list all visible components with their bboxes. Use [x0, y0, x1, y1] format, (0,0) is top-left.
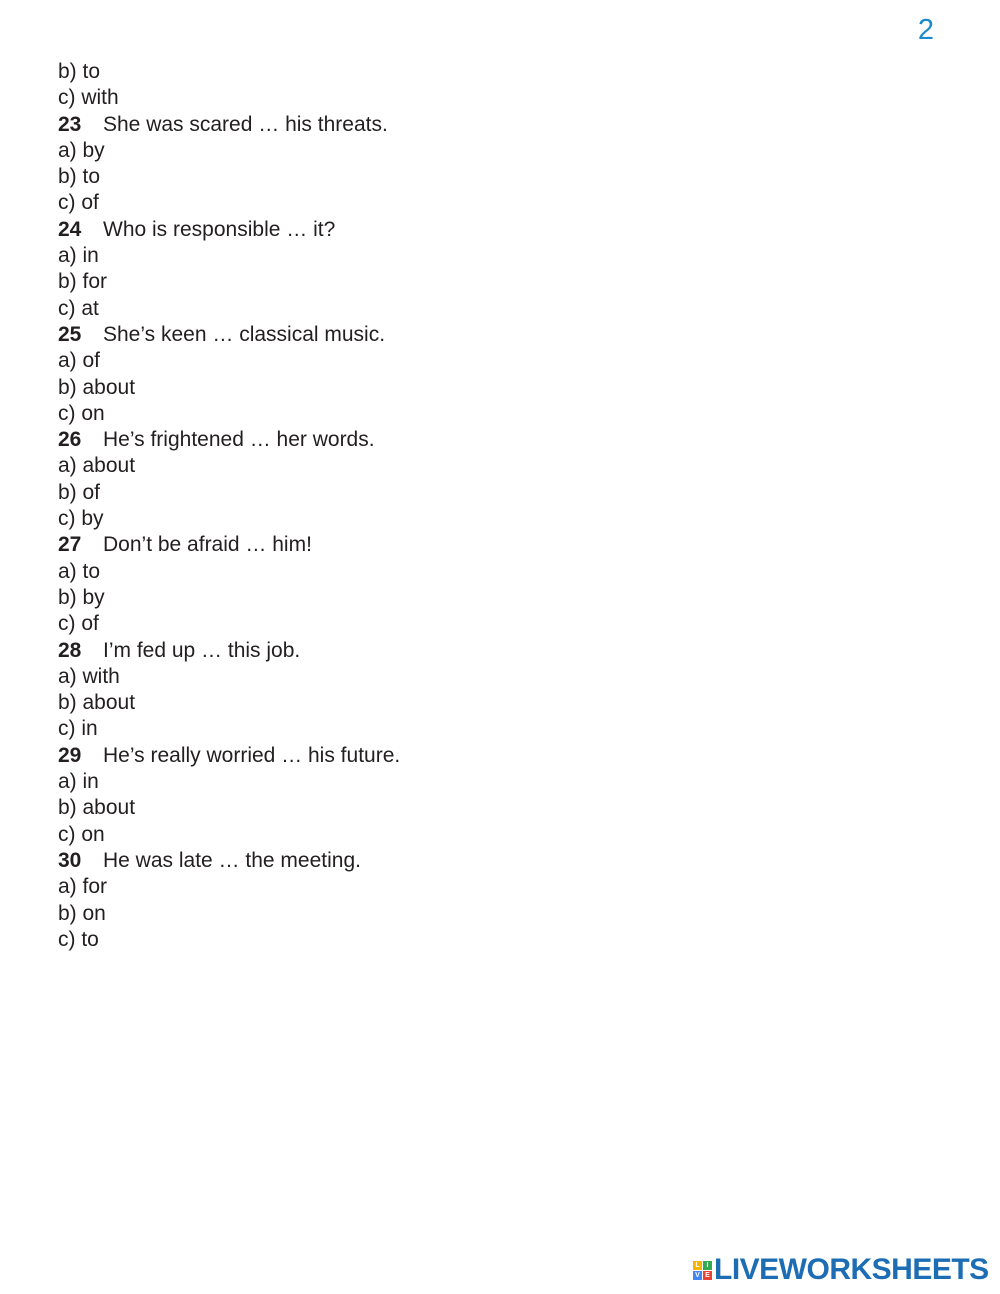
answer-option: c) on [58, 822, 105, 846]
answer-option: a) in [58, 770, 99, 794]
answer-option: b) of [58, 480, 101, 504]
question-text: Don’t be afraid … him! [103, 533, 312, 557]
logo-icon-tile: V [693, 1271, 702, 1280]
answer-option: a) about [58, 454, 136, 478]
page-number: 2 [917, 14, 935, 46]
answer-option: c) of [58, 191, 99, 215]
answer-option: c) in [58, 717, 98, 741]
question-number: 27 [58, 533, 82, 557]
question-number: 26 [58, 428, 82, 452]
question-number: 30 [58, 848, 82, 872]
question-text: He’s frightened … her words. [103, 428, 375, 452]
question-30 [58, 848, 400, 874]
logo-icon-tile: L [693, 1261, 702, 1270]
logo-icon-tile: E [703, 1271, 712, 1280]
answer-option: b) by [58, 585, 105, 609]
question-number: 24 [58, 217, 82, 241]
question-26 [58, 427, 400, 453]
question-text: She’s keen … classical music. [103, 322, 386, 346]
question-text: Who is responsible … it? [103, 217, 336, 241]
answer-option: b) about [58, 375, 136, 399]
question-23 [58, 112, 400, 138]
liveworksheets-logo-icon [693, 1261, 712, 1280]
answer-option: c) of [58, 612, 99, 636]
question-text: He was late … the meeting. [103, 848, 361, 872]
question-number: 28 [58, 638, 82, 662]
answer-option: b) about [58, 691, 136, 715]
question-text: He’s really worried … his future. [103, 743, 401, 767]
question-text: She was scared … his threats. [103, 112, 388, 136]
answer-option: c) to [58, 927, 99, 951]
answer-option: b) on [58, 901, 106, 925]
answer-option: b) to [58, 60, 101, 83]
answer-option: b) about [58, 796, 136, 820]
question-number: 29 [58, 743, 82, 767]
answer-option: a) in [58, 244, 99, 268]
question-29 [58, 743, 400, 769]
logo-icon-tile: I [703, 1261, 712, 1270]
question-number: 23 [58, 112, 82, 136]
answer-option: a) to [58, 559, 101, 583]
question-number: 25 [58, 322, 82, 346]
answer-option: c) at [58, 296, 99, 320]
answer-option: c) by [58, 507, 104, 531]
answer-option: c) on [58, 401, 105, 425]
answer-option: c) with [58, 86, 119, 110]
question-27 [58, 532, 400, 558]
answer-option: b) to [58, 165, 101, 189]
liveworksheets-logo-text: LIVEWORKSHEETS [714, 1253, 989, 1286]
question-text: I’m fed up … this job. [103, 638, 301, 662]
answer-option: b) for [58, 270, 108, 294]
worksheet-content [58, 59, 400, 953]
question-24 [58, 217, 400, 243]
answer-option: a) of [58, 349, 101, 373]
question-28 [58, 638, 400, 664]
answer-option: a) with [58, 664, 120, 688]
answer-option: a) by [58, 138, 105, 162]
question-25 [58, 322, 400, 348]
liveworksheets-logo [693, 1254, 989, 1286]
answer-option: a) for [58, 875, 108, 899]
